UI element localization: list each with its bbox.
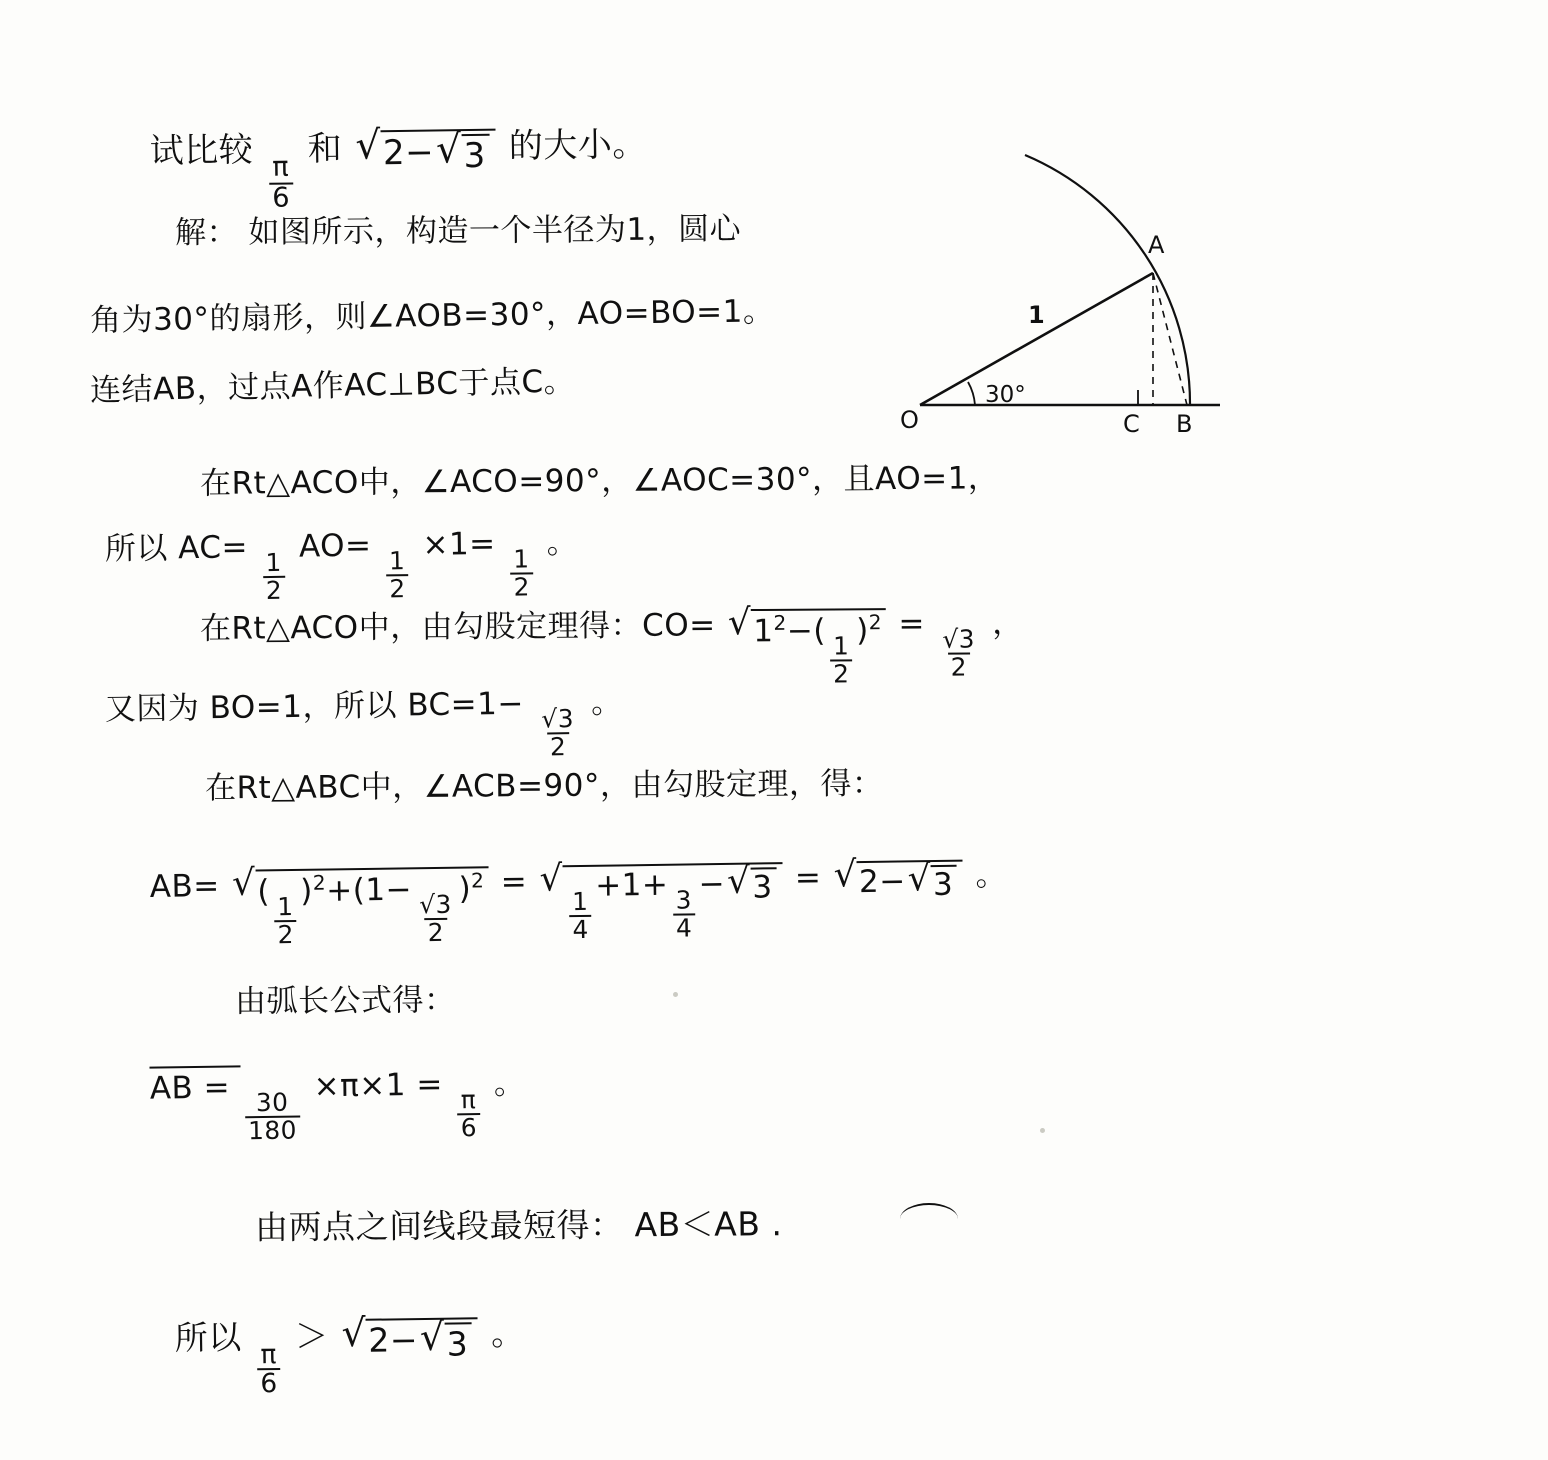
co-comma: ， bbox=[992, 605, 1024, 642]
ac-end: 。 bbox=[546, 524, 579, 562]
sqrt-half-sq-plus: √ ( $\frac{1}{2}$ )$^2$+(1− $\frac{√3}{2}$ )$^2$ bbox=[232, 863, 489, 949]
one-half-b: $\frac{1}{2}$ bbox=[386, 548, 409, 602]
label-b: B bbox=[1176, 410, 1193, 438]
sqrt-2-minus-sqrt3-3: √ 2− √ 3 bbox=[341, 1314, 478, 1365]
co-lead: 在Rt△ACO中，由勾股定理得：CO= bbox=[199, 607, 716, 647]
bc-end: 。 bbox=[590, 684, 623, 721]
co-equals: = bbox=[898, 605, 926, 642]
ac-lead: 所以 AC= bbox=[104, 529, 249, 568]
line-sector-setup: 角为30°的扇形，则∠AOB=30°，AO=BO=1。 bbox=[89, 293, 775, 339]
right-angle-mark bbox=[1138, 390, 1153, 405]
sqrt-2-minus-sqrt3-2: √ 2− √ 3 bbox=[833, 857, 963, 905]
pi-over-six-3: $\frac{\pi}{6}$ bbox=[257, 1340, 281, 1398]
bc-lead: 又因为 BO=1，所以 BC=1− bbox=[104, 685, 525, 728]
pi-over-six-1: $\frac{\pi}{6}$ bbox=[269, 153, 294, 212]
problem-lead: 试比较 bbox=[149, 130, 254, 172]
conclusion-lead: 所以 bbox=[174, 1317, 243, 1358]
arc-overline-ab bbox=[900, 1203, 958, 1219]
line-ab-formula bbox=[149, 849, 1007, 950]
arc-end: 。 bbox=[493, 1065, 526, 1102]
ac-mid: AO= bbox=[298, 527, 372, 565]
arc-ab bbox=[1025, 155, 1190, 405]
line-connect-ab: 连结AB，过点A作AC⊥BC于点C。 bbox=[89, 363, 576, 409]
line-ac-half bbox=[104, 517, 578, 606]
problem-and: 和 bbox=[307, 128, 343, 170]
one-half-a: $\frac{1}{2}$ bbox=[262, 549, 285, 603]
sector-figure-svg bbox=[880, 140, 1300, 450]
root3-over-2-b: $\frac{√3}{2}$ bbox=[541, 703, 575, 762]
arc-ab-label: AB = bbox=[149, 1065, 240, 1106]
line-problem bbox=[149, 117, 647, 215]
line-arc-length bbox=[149, 1057, 526, 1145]
ab-eq2: = bbox=[794, 859, 822, 896]
sqrt-1-minus-half-sq: √ $1^2-$( $\frac{1}{2}$ )$^2$ bbox=[728, 605, 887, 688]
label-o: O bbox=[900, 406, 919, 434]
arc-mult: ×π×1 = bbox=[313, 1066, 444, 1105]
ac-mid2: ×1= bbox=[422, 525, 496, 563]
label-radius-1: 1 bbox=[1028, 301, 1045, 329]
thirty-over-180: $\frac{30}{180}$ bbox=[245, 1089, 301, 1144]
ab-lead: AB= bbox=[149, 868, 220, 905]
pi-over-six-2: $\frac{\pi}{6}$ bbox=[457, 1087, 480, 1141]
ab-end: 。 bbox=[975, 857, 1008, 894]
line-rt-abc: 在Rt△ABC中，∠ACB=90°，由勾股定理，得： bbox=[204, 765, 884, 807]
line-solution-intro: 解： 如图所示，构造一个半径为1，圆心 bbox=[174, 211, 742, 251]
label-a: A bbox=[1148, 231, 1165, 259]
problem-tail: 的大小。 bbox=[508, 124, 648, 167]
line-bc bbox=[104, 676, 623, 766]
sector-figure bbox=[880, 140, 1300, 450]
sqrt-quarter-expansion: √ $\frac{1}{4}$ +1+ $\frac{3}{4}$ − √ 3 bbox=[539, 859, 783, 943]
paper-speck bbox=[673, 992, 678, 997]
conclusion-gt: ＞ bbox=[294, 1316, 329, 1356]
sqrt-2-minus-sqrt3-1: √ 2− √ 3 bbox=[355, 126, 496, 178]
one-half-c: $\frac{1}{2}$ bbox=[510, 546, 533, 600]
line-shortest-segment: 由两点之间线段最短得： AB＜AB . bbox=[254, 1204, 783, 1247]
line-conclusion bbox=[174, 1308, 525, 1400]
line-rt-aco: 在Rt△ACO中，∠ACO=90°，∠AOC=30°，且AO=1， bbox=[199, 460, 1000, 502]
conclusion-end: 。 bbox=[490, 1313, 525, 1354]
segment-oa bbox=[920, 273, 1153, 405]
root3-over-2-a: $\frac{√3}{2}$ bbox=[942, 624, 976, 682]
ab-eq1: = bbox=[500, 863, 528, 901]
line-arc-formula-intro: 由弧长公式得： bbox=[234, 982, 456, 1020]
angle-arc-30 bbox=[968, 382, 975, 405]
label-angle-30: 30° bbox=[985, 382, 1026, 408]
paper-speck bbox=[1040, 1128, 1045, 1133]
label-c: C bbox=[1123, 410, 1140, 438]
